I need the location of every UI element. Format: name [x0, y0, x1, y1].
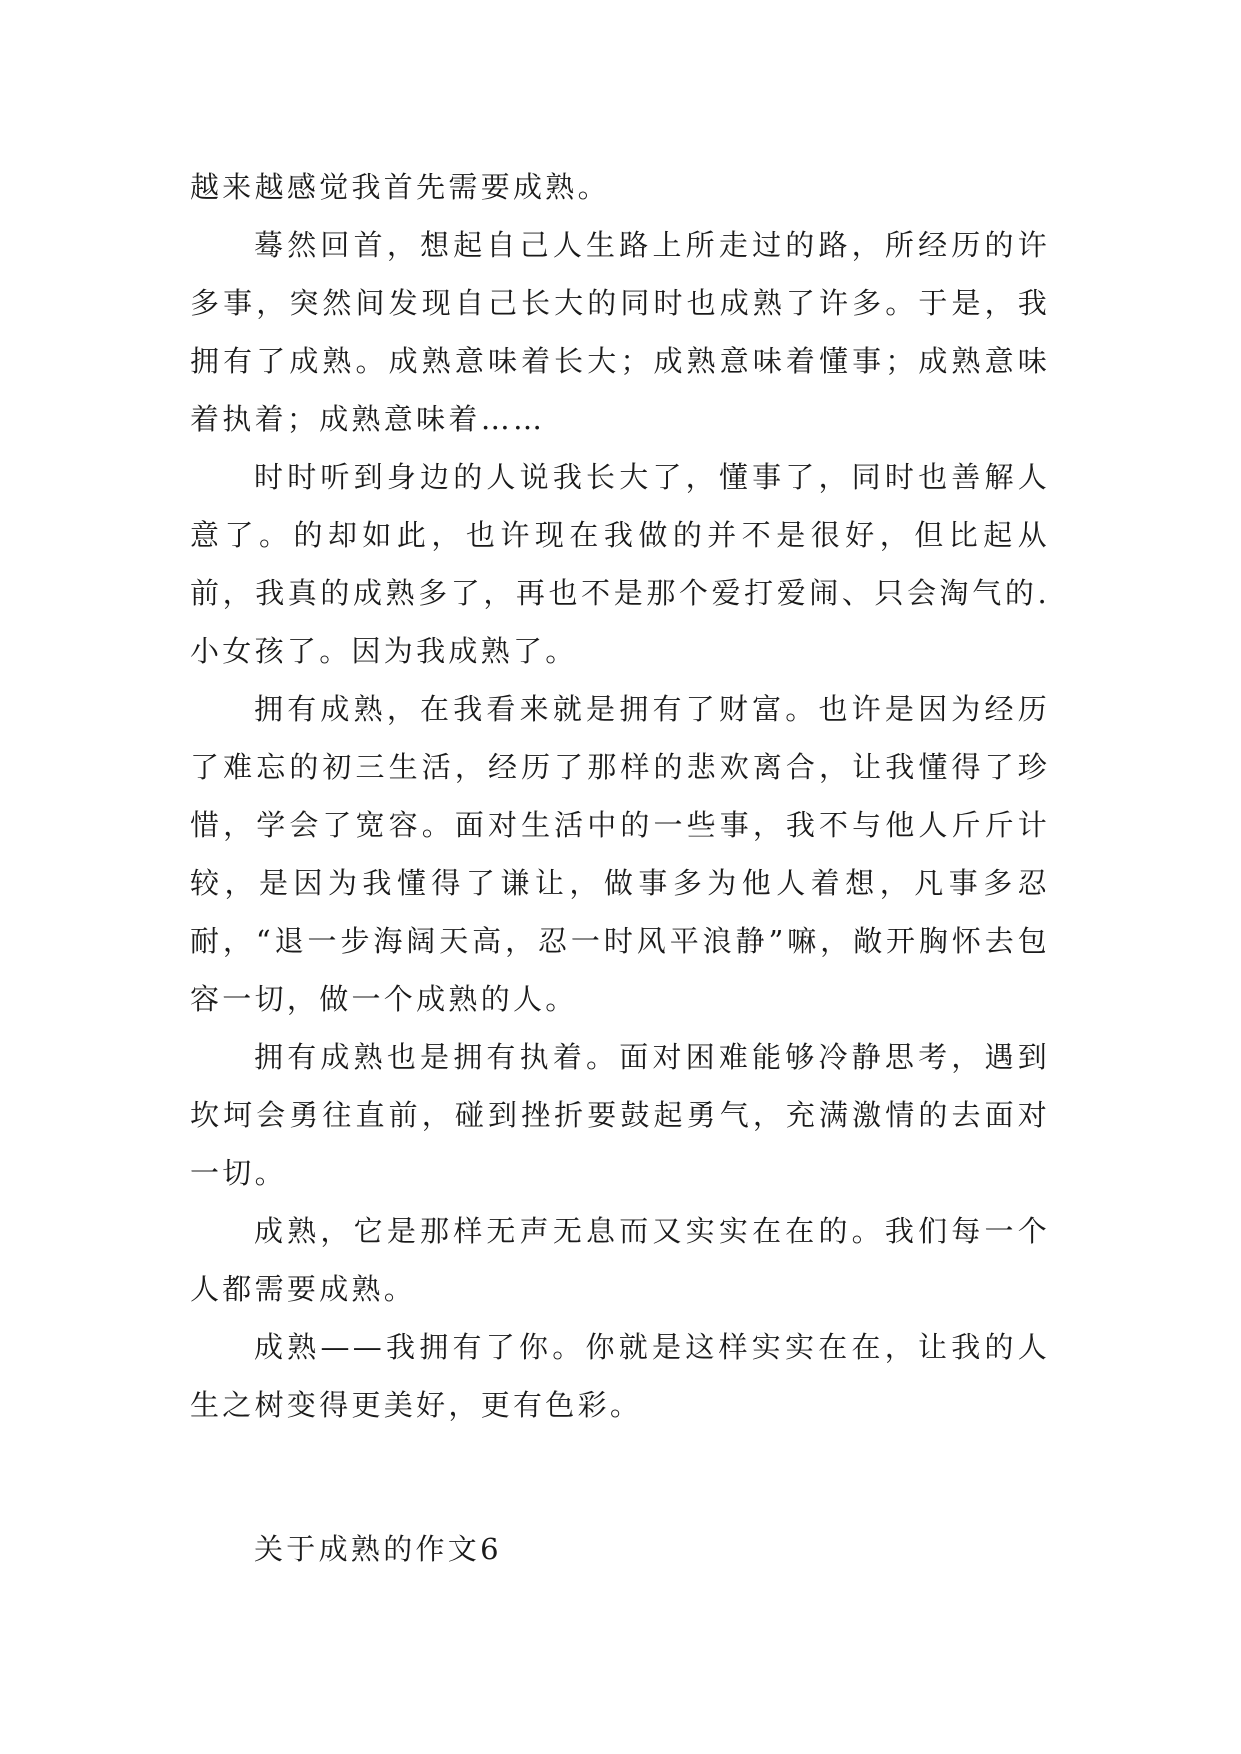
paragraph: 时时听到身边的人说我长大了，懂事了，同时也善解人意了。的却如此，也许现在我做的并不是很好，但比起从前，我真的成熟多了，再也不是那个爱打爱闹、只会淘气的.小女孩了。因为我成熟了。 [190, 460, 1050, 668]
paragraph: 成熟——我拥有了你。你就是这样实实在在，让我的人生之树变得更美好，更有色彩。 [190, 1330, 1050, 1422]
paragraph: 蓦然回首，想起自己人生路上所走过的路，所经历的许多事，突然间发现自己长大的同时也成熟了许多。于是，我拥有了成熟。成熟意味着长大；成熟意味着懂事；成熟意味着执着；成熟意味着…… [190, 228, 1050, 436]
paragraph-continuation: 越来越感觉我首先需要成熟。 [190, 170, 610, 204]
paragraph: 拥有成熟，在我看来就是拥有了财富。也许是因为经历了难忘的初三生活，经历了那样的悲欢离合，让我懂得了珍惜，学会了宽容。面对生活中的一些事，我不与他人斤斤计较，是因为我懂得了谦让，做事多为他人着想，凡事多忍耐，“退一步海阔天高，忍一时风平浪静”嘛，敞开胸怀去包容一切，做一个成熟的人。 [190, 692, 1050, 1016]
paragraph: 成熟，它是那样无声无息而又实实在在的。我们每一个人都需要成熟。 [190, 1214, 1050, 1306]
paragraph: 拥有成熟也是拥有执着。面对困难能够冷静思考，遇到坎坷会勇往直前，碰到挫折要鼓起勇气，充满激情的去面对一切。 [190, 1040, 1050, 1190]
document-page [190, 158, 1050, 1578]
section-heading: 关于成熟的作文6 [254, 1532, 502, 1566]
